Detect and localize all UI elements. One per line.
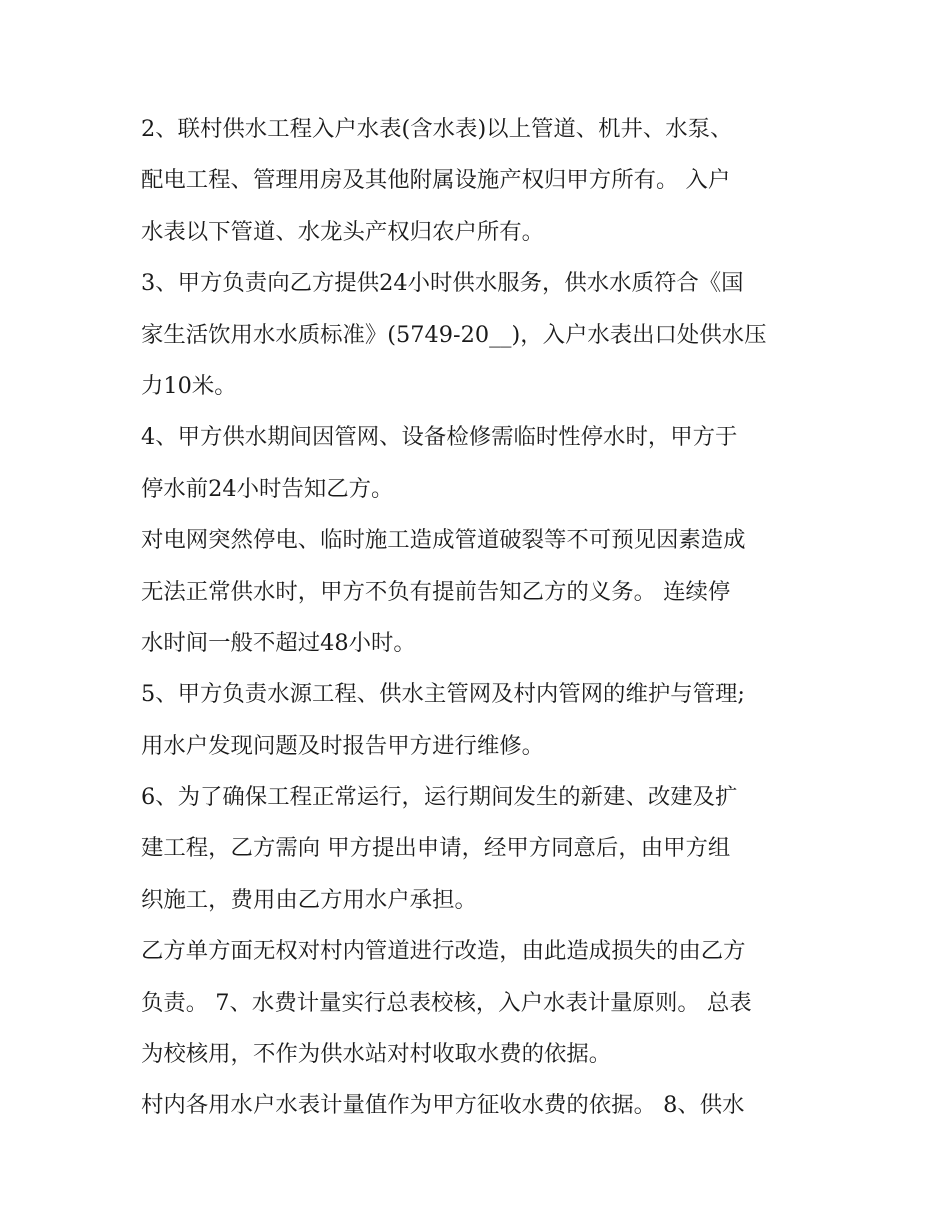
text-line: 6、为了确保工程正常运行，运行期间发生的新建、改建及扩 xyxy=(141,784,738,811)
text-line: 织施工，费用由乙方用水户承担。 xyxy=(141,886,477,913)
text-line: 4、甲方供水期间因管网、设备检修需临时性停水时，甲方于 xyxy=(141,424,738,451)
text-line: 负责。 7、水费计量实行总表校核，入户水表计量原则。 总表 xyxy=(141,989,752,1016)
text-line: 无法正常供水时，甲方不负有提前告知乙方的义务。 连续停 xyxy=(141,578,731,605)
document-body xyxy=(141,104,813,1132)
text-line: 配电工程、管理用房及其他附属设施产权归甲方所有。 入户 xyxy=(141,167,731,194)
text-line: 乙方单方面无权对村内管道进行改造，由此造成损失的由乙方 xyxy=(141,938,746,965)
text-line: 水时间一般不超过48小时。 xyxy=(141,629,416,656)
text-line: 停水前24小时告知乙方。 xyxy=(141,475,394,502)
text-line: 5、甲方负责水源工程、供水主管网及村内管网的维护与管理; xyxy=(141,681,745,708)
text-line: 用水户发现问题及时报告甲方进行维修。 xyxy=(141,732,545,759)
text-line: 建工程，乙方需向 甲方提出申请，经甲方同意后，由甲方组 xyxy=(141,835,731,862)
text-line: 为校核用，不作为供水站对村收取水费的依据。 xyxy=(141,1041,612,1068)
text-line: 3、甲方负责向乙方提供24小时供水服务，供水水质符合《国 xyxy=(141,270,744,297)
text-line: 水表以下管道、水龙头产权归农户所有。 xyxy=(141,218,545,245)
text-line: 家生活饮用水水质标准》(5749-20__)，入户水表出口处供水压 xyxy=(141,321,767,348)
text-line: 对电网突然停电、临时施工造成管道破裂等不可预见因素造成 xyxy=(141,527,746,554)
text-line: 力10米。 xyxy=(141,372,237,399)
text-line: 村内各用水户水表计量值作为甲方征收水费的依据。 8、供水 xyxy=(141,1092,745,1119)
text-line: 2、联村供水工程入户水表(含水表)以上管道、机井、水泵、 xyxy=(141,116,733,142)
